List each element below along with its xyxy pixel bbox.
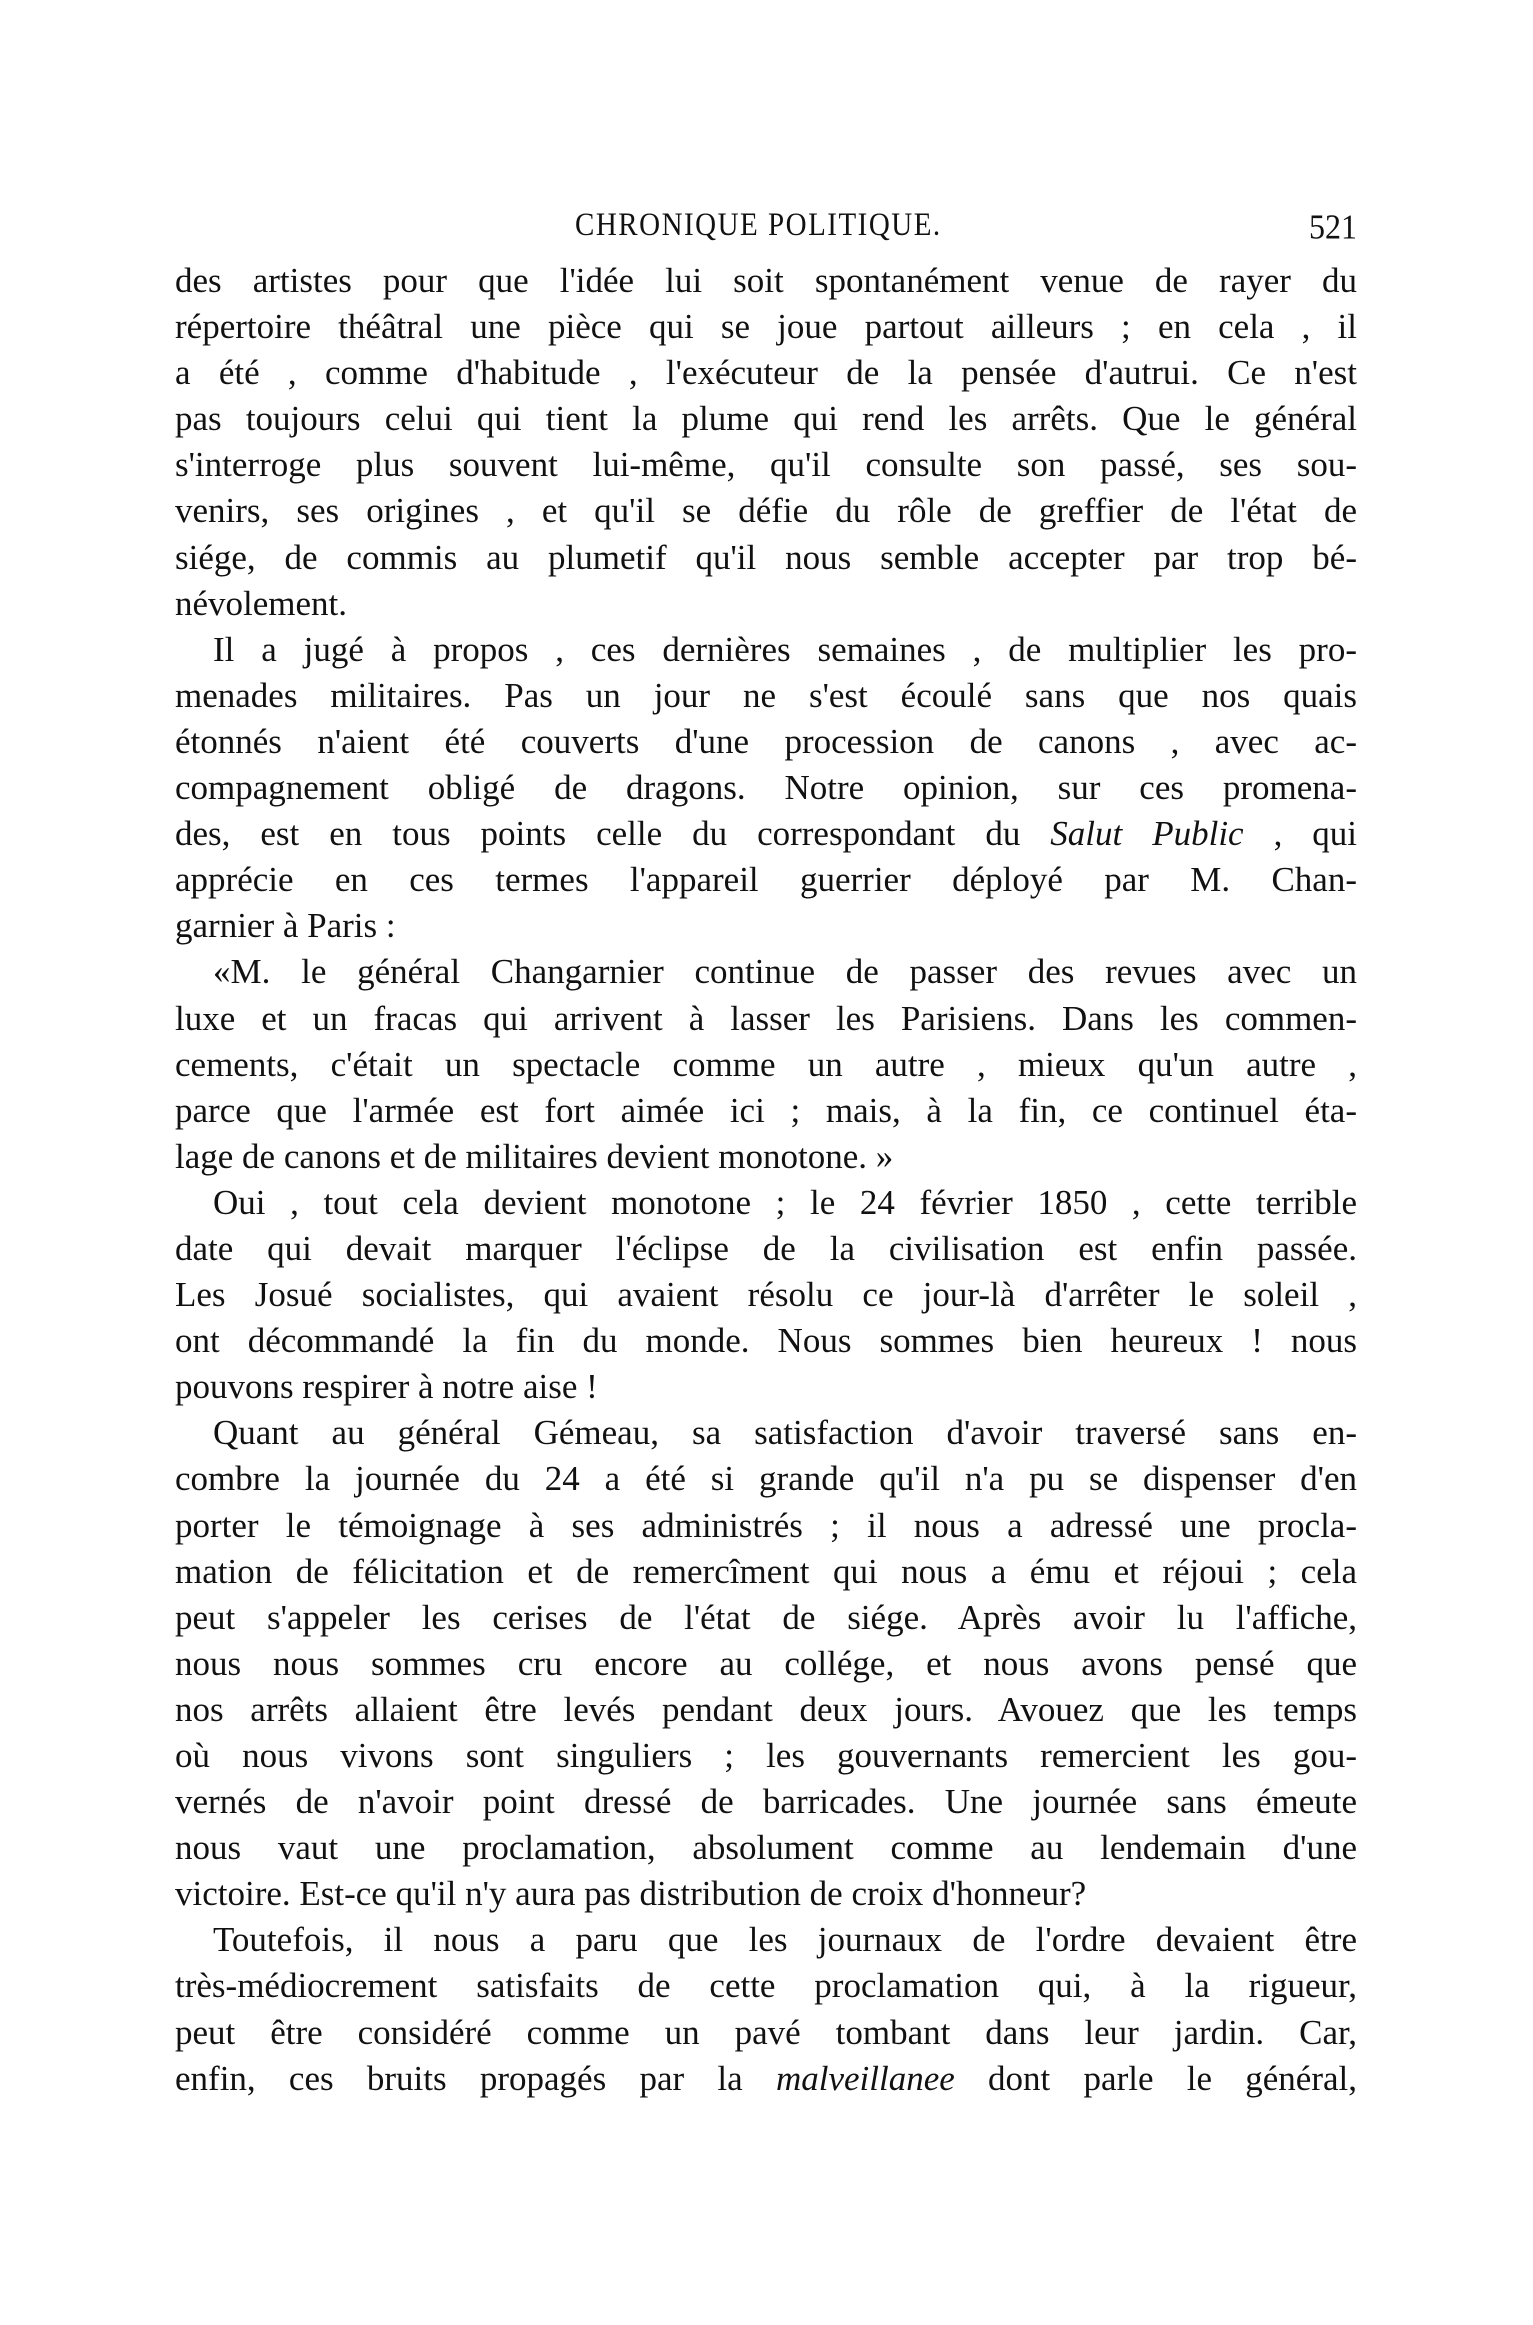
text-line: étonnés n'aient été couverts d'une procession de canons , avec ac- xyxy=(175,721,1357,761)
line-text: , qui xyxy=(1243,814,1358,854)
paragraph-end-line: garnier à Paris : xyxy=(175,906,396,946)
text-line: compagnement obligé de dragons. Notre opinion, sur ces promena- xyxy=(175,768,1357,808)
paragraph-end-line: pouvons respirer à notre aise ! xyxy=(175,1367,598,1407)
text-line: répertoire théâtral une pièce qui se joue partout ailleurs ; en cela , il xyxy=(175,307,1357,347)
text-line: venirs, ses origines , et qu'il se défie du rôle de greffier de l'état de xyxy=(175,491,1357,531)
text-line: luxe et un fracas qui arrivent à lasser les Parisiens. Dans les commen- xyxy=(175,998,1357,1038)
line-text: dont parle le général, xyxy=(954,2058,1358,2098)
italic-word: malveillanee xyxy=(775,2058,955,2098)
text-line: vernés de n'avoir point dressé de barricades. Une journée sans émeute xyxy=(175,1782,1357,1822)
text-line: a été , comme d'habitude , l'exécuteur de la pensée d'autrui. Ce n'est xyxy=(175,353,1357,393)
text-line: très-médiocrement satisfaits de cette proclamation qui, à la rigueur, xyxy=(175,1966,1357,2006)
text-line: parce que l'armée est fort aimée ici ; mais, à la fin, ce continuel éta- xyxy=(175,1090,1357,1130)
text-line: nos arrêts allaient être levés pendant deux jours. Avouez que les temps xyxy=(175,1689,1357,1729)
text-line: apprécie en ces termes l'appareil guerrier déployé par M. Chan- xyxy=(175,860,1357,900)
text-line: des artistes pour que l'idée lui soit spontanément venue de rayer du xyxy=(175,261,1357,300)
paragraph-start-line: Il a jugé à propos , ces dernières semaines , de multiplier les pro- xyxy=(213,629,1357,669)
running-title: CHRONIQUE POLITIQUE. xyxy=(575,207,942,243)
paragraph-start-line: Toutefois, il nous a paru que les journaux de l'ordre devaient être xyxy=(213,1920,1357,1960)
text-line: peut s'appeler les cerises de l'état de siége. Après avoir lu l'affiche, xyxy=(175,1597,1357,1637)
running-head xyxy=(175,207,1357,246)
text-line: où nous vivons sont singuliers ; les gouvernants remercient les gou- xyxy=(175,1736,1357,1775)
text-line: siége, de commis au plumetif qu'il nous semble accepter par trop bé- xyxy=(175,537,1357,577)
paragraph-end-line: victoire. Est-ce qu'il n'y aura pas distribution de croix d'honneur? xyxy=(175,1874,1087,1914)
italic-newspaper-title: Salut Public xyxy=(1050,814,1244,854)
text-line: nous nous sommes cru encore au collége, et nous avons pensé que xyxy=(175,1643,1357,1683)
paragraph-end-line: névolement. xyxy=(175,583,348,623)
text-line: peut être considéré comme un pavé tombant dans leur jardin. Car, xyxy=(175,2012,1357,2052)
paragraph-start-line: Quant au général Gémeau, sa satisfaction d'avoir traversé sans en- xyxy=(213,1413,1357,1453)
page-number: 521 xyxy=(1309,207,1357,246)
line-text: des, est en tous points celle du correspondant du xyxy=(175,814,1051,854)
text-line: Les Josué socialistes, qui avaient résolu ce jour-là d'arrêter le soleil , xyxy=(175,1275,1357,1315)
text-line: cements, c'était un spectacle comme un autre , mieux qu'un autre , xyxy=(175,1044,1357,1084)
text-line: ont décommandé la fin du monde. Nous sommes bien heureux ! nous xyxy=(175,1321,1357,1361)
text-line: date qui devait marquer l'éclipse de la civilisation est enfin passée. xyxy=(175,1228,1357,1268)
quote-end-line: lage de canons et de militaires devient monotone. » xyxy=(175,1136,894,1176)
quote-start-line: «M. le général Changarnier continue de passer des revues avec un xyxy=(213,952,1357,992)
body-text xyxy=(175,258,1357,2102)
text-line: combre la journée du 24 a été si grande qu'il n'a pu se dispenser d'en xyxy=(175,1459,1357,1499)
text-line: pas toujours celui qui tient la plume qui rend les arrêts. Que le général xyxy=(175,399,1357,439)
text-line: nous vaut une proclamation, absolument comme au lendemain d'une xyxy=(175,1828,1357,1868)
text-line xyxy=(175,2056,1357,2102)
text-line: s'interroge plus souvent lui-même, qu'il consulte son passé, ses sou- xyxy=(175,445,1357,485)
paragraph-start-line: Oui , tout cela devient monotone ; le 24 février 1850 , cette terrible xyxy=(213,1182,1357,1222)
text-line xyxy=(175,811,1357,857)
line-text: enfin, ces bruits propagés par la xyxy=(175,2058,776,2098)
text-line: porter le témoignage à ses administrés ; il nous a adressé une procla- xyxy=(175,1505,1357,1545)
text-line: menades militaires. Pas un jour ne s'est écoulé sans que nos quais xyxy=(175,675,1357,715)
text-line: mation de félicitation et de remercîment qui nous a ému et réjoui ; cela xyxy=(175,1551,1357,1591)
